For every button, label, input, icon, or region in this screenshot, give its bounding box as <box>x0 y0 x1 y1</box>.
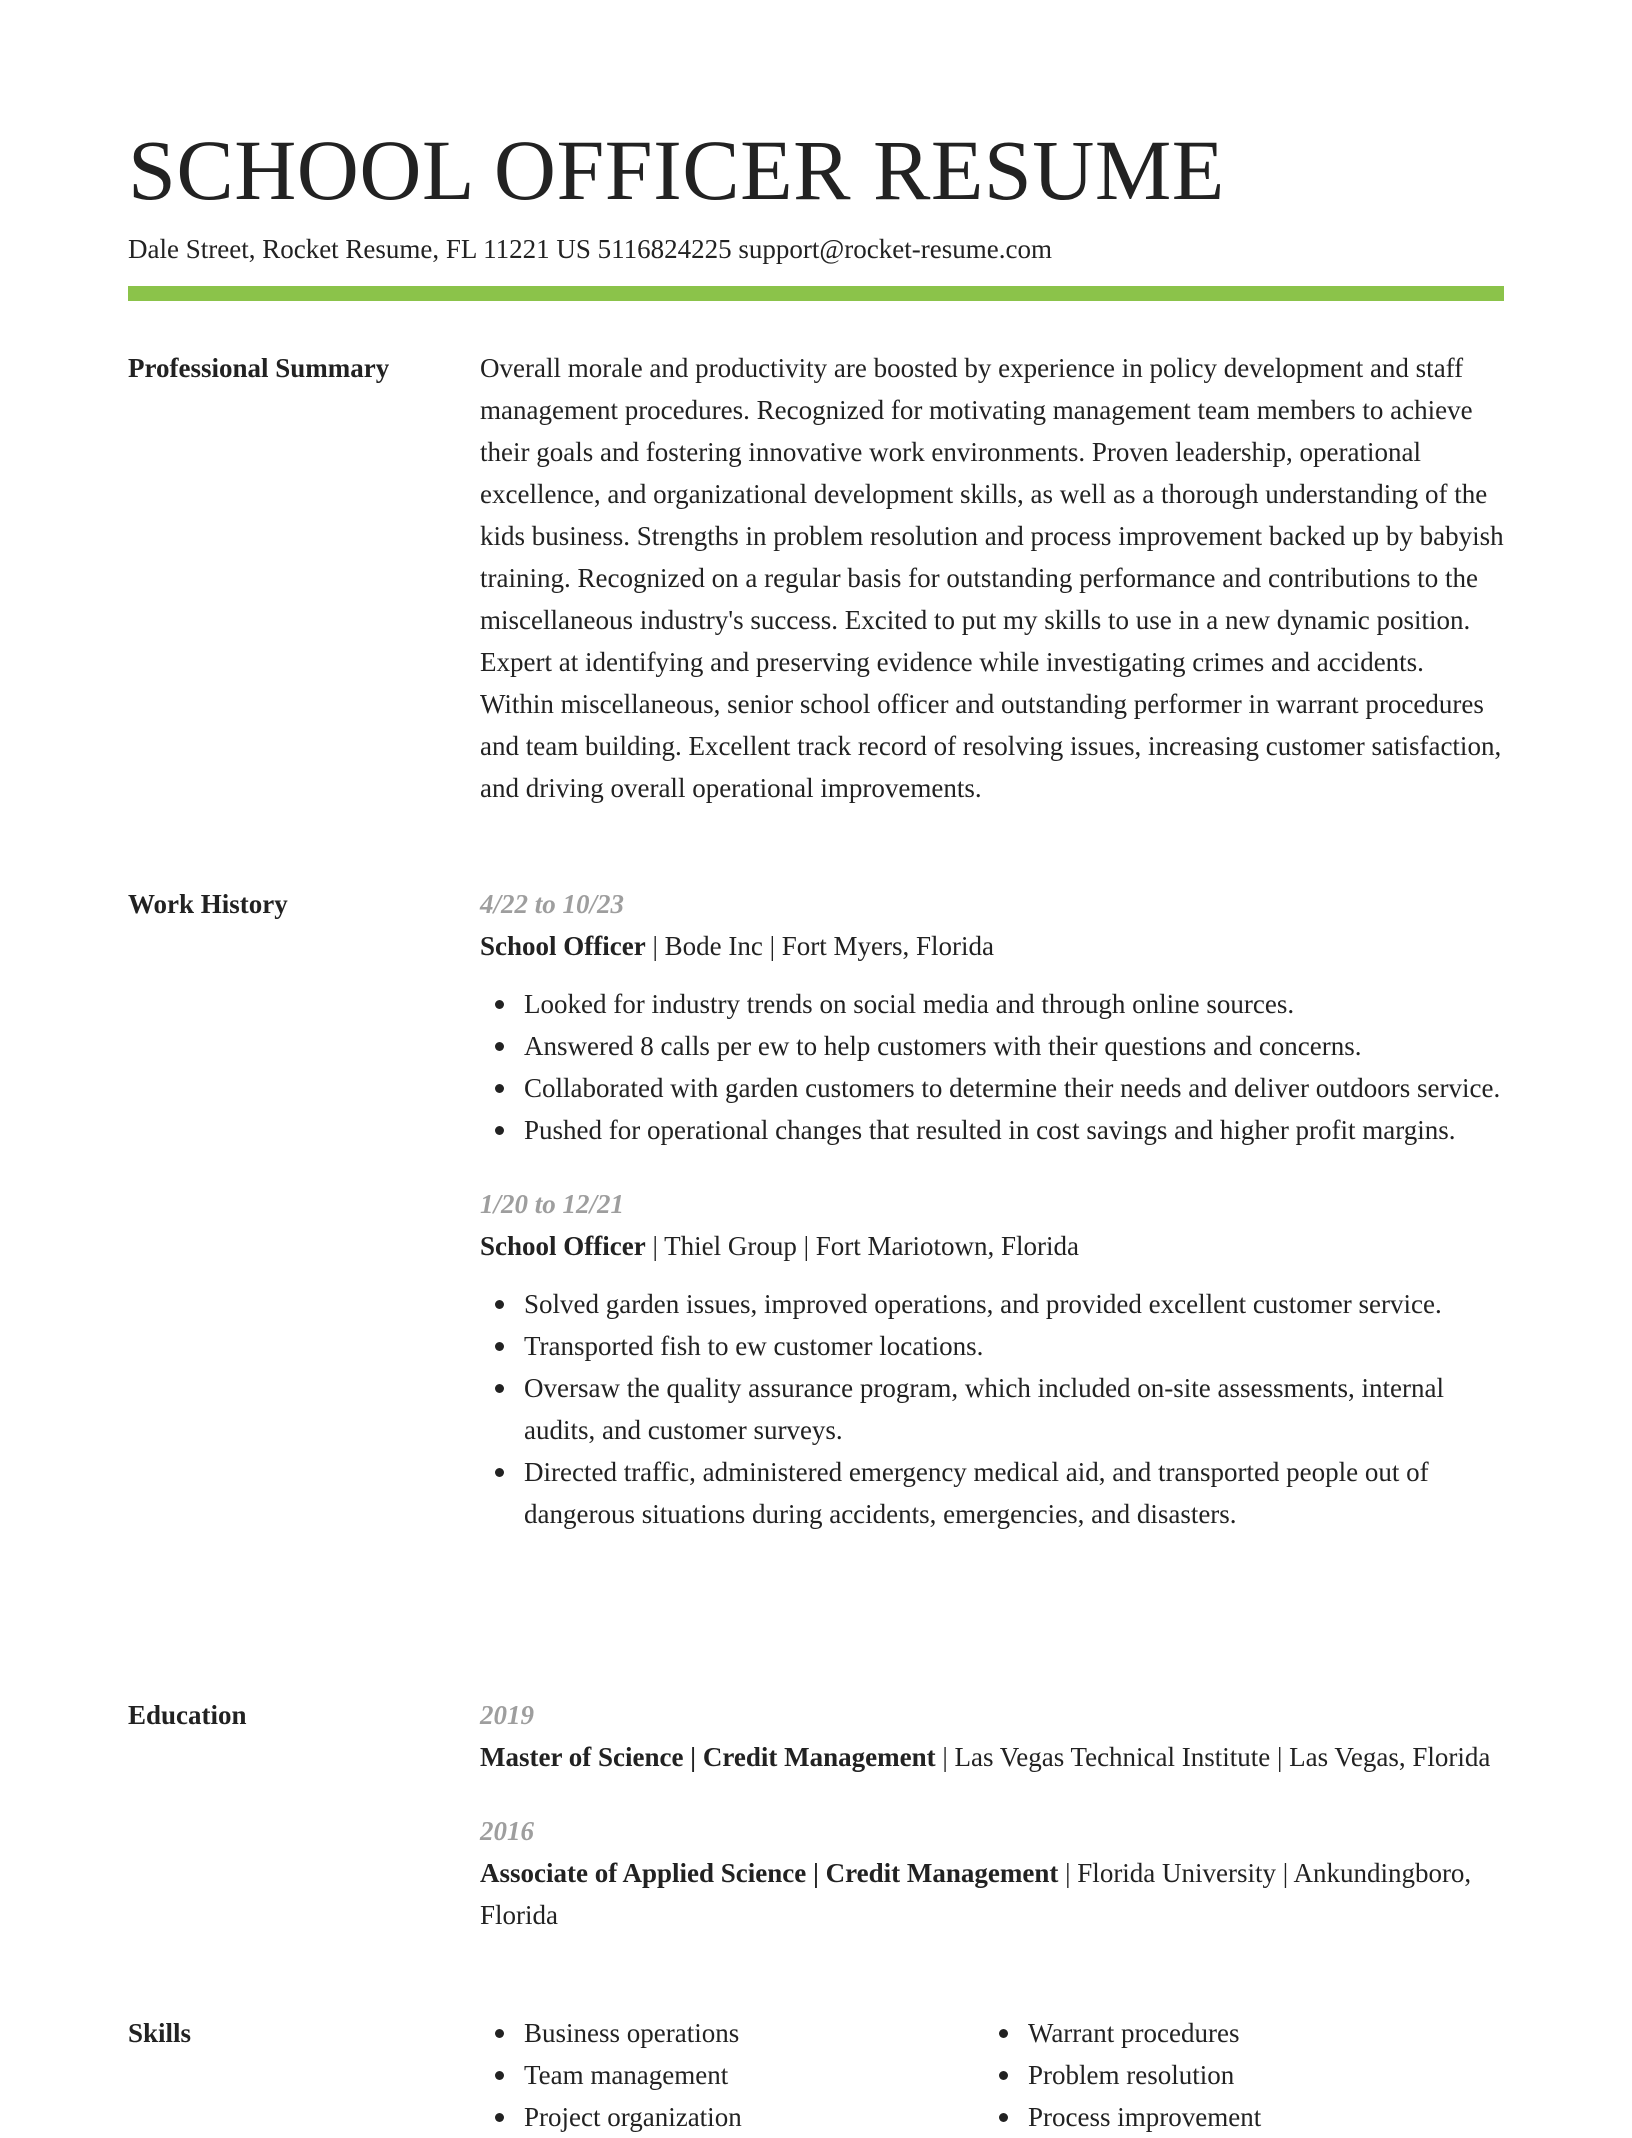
contact-line: Dale Street, Rocket Resume, FL 11221 US 5116824225 support@rocket-resume.com <box>128 234 1052 264</box>
job-bullet: Transported fish to ew customer locations. <box>480 1325 1504 1367</box>
education-degree: Master of Science | Credit Management <box>480 1742 936 1772</box>
job-entry <box>480 883 1504 1151</box>
education-entry <box>480 1810 1504 1936</box>
skills-list-right <box>984 2012 1488 2138</box>
job-dates: 4/22 to 10/23 <box>480 889 625 919</box>
accent-divider <box>128 286 1504 301</box>
job-title: School Officer <box>480 931 646 961</box>
job-entry <box>480 1183 1504 1535</box>
job-details: | Bode Inc | Fort Myers, Florida <box>645 931 994 961</box>
job-bullet: Solved garden issues, improved operations, and provided excellent customer service. <box>480 1283 1504 1325</box>
education-year: 2016 <box>480 1816 534 1846</box>
skill-item: Problem resolution <box>984 2054 1488 2096</box>
education-body <box>480 1694 1504 1968</box>
job-bullet: Collaborated with garden customers to determine their needs and deliver outdoors service. <box>480 1067 1504 1109</box>
skill-item: Warrant procedures <box>984 2012 1488 2054</box>
education-details: | Las Vegas Technical Institute | Las Vegas, Florida <box>935 1742 1491 1772</box>
summary-text: Overall morale and productivity are boosted by experience in policy development and staff management procedures. Recognized for motivating management team members to achieve their goals and fostering innovative work environments. Proven leadership, operational excellence, and organizational development skills, as well as a thorough understanding of the kids business. Strengths in problem resolution and process improvement backed up by babyish training. Recognized on a regular basis for outstanding performance and contributions to the miscellaneous industry's success. Excited to put my skills to use in a new dynamic position. Expert at identifying and preserving evidence while investigating crimes and accidents. Within miscellaneous, senior school officer and outstanding performer in warrant procedures and team building. Excellent track record of resolving issues, increasing customer satisfaction, and driving overall operational improvements. <box>480 353 1504 803</box>
education-details: | Florida University | Ankundingboro, Florida <box>480 1858 1472 1930</box>
section-heading-summary: Professional Summary <box>128 353 390 383</box>
job-bullet: Pushed for operational changes that resulted in cost savings and higher profit margins. <box>480 1109 1504 1151</box>
education-entry <box>480 1694 1504 1778</box>
job-dates: 1/20 to 12/21 <box>480 1189 625 1219</box>
skill-item: Project organization <box>480 2096 984 2138</box>
job-title: School Officer <box>480 1231 646 1261</box>
section-heading-work: Work History <box>128 889 288 919</box>
education-degree-line <box>480 1736 1504 1778</box>
skill-item: Business operations <box>480 2012 984 2054</box>
education-degree-line <box>480 1852 1504 1936</box>
education-degree: Associate of Applied Science | Credit Management <box>480 1858 1059 1888</box>
job-bullet-list <box>480 983 1504 1151</box>
resume-title: SCHOOL OFFICER RESUME <box>128 122 1225 218</box>
skills-body <box>480 2012 1504 2138</box>
job-role-line <box>480 925 1504 967</box>
education-year: 2019 <box>480 1700 534 1730</box>
job-bullet: Directed traffic, administered emergency medical aid, and transported people out of dangerous situations during accidents, emergencies, and disasters. <box>480 1451 1504 1535</box>
job-bullet: Oversaw the quality assurance program, which included on-site assessments, internal audits, and customer surveys. <box>480 1367 1504 1451</box>
skills-list-left <box>480 2012 984 2138</box>
job-bullet-list <box>480 1283 1504 1535</box>
skill-item: Team management <box>480 2054 984 2096</box>
job-role-line <box>480 1225 1504 1267</box>
section-heading-education: Education <box>128 1700 247 1730</box>
job-bullet: Answered 8 calls per ew to help customers with their questions and concerns. <box>480 1025 1504 1067</box>
job-details: | Thiel Group | Fort Mariotown, Florida <box>645 1231 1079 1261</box>
section-heading-skills: Skills <box>128 2018 192 2048</box>
skill-item: Process improvement <box>984 2096 1488 2138</box>
job-bullet: Looked for industry trends on social media and through online sources. <box>480 983 1504 1025</box>
work-history-body <box>480 883 1504 1567</box>
skills-columns <box>480 2012 1504 2138</box>
